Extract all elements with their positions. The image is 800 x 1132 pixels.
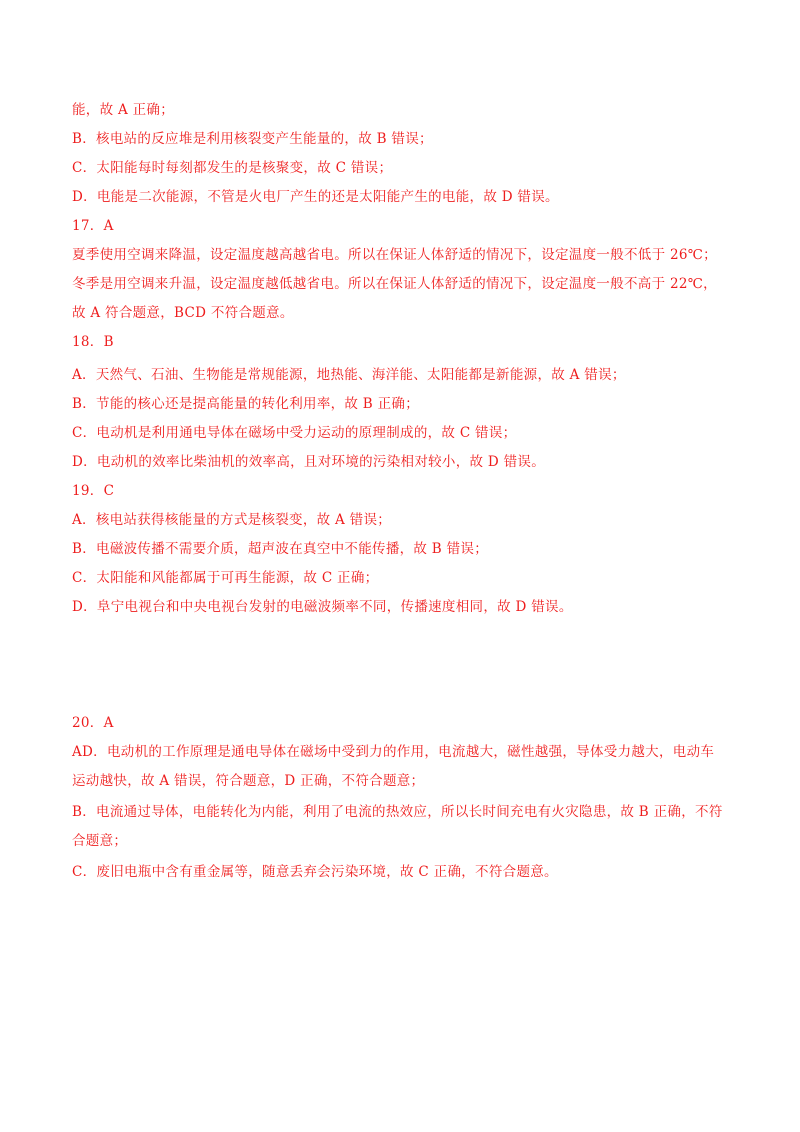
text-line: C．电动机是利用通电导体在磁场中受力运动的原理制成的，故 C 错误； [72, 425, 517, 441]
text-line: C．太阳能每时每刻都发生的是核聚变，故 C 错误； [72, 160, 393, 176]
text-line: B．电磁波传播不需要介质，超声波在真空中不能传播，故 B 错误； [72, 541, 489, 557]
question-number: 19．C [72, 483, 115, 499]
text-line: B．核电站的反应堆是利用核裂变产生能量的，故 B 错误； [72, 131, 433, 147]
text-line: A．天然气、石油、生物能是常规能源，地热能、海洋能、太阳能都是新能源，故 A 错误； [72, 367, 626, 383]
text-line: 冬季是用空调来升温，设定温度越低越省电。所以在保证人体舒适的情况下，设定温度一般不高于 22℃， [72, 276, 717, 292]
question-number: 18．B [72, 334, 114, 350]
text-line: D．电能是二次能源，不管是火电厂产生的还是太阳能产生的电能，故 D 错误。 [72, 189, 559, 205]
text-line: B．电流通过导体，电能转化为内能，利用了电流的热效应，所以长时间充电有火灾隐患，故 B 正确，不符 [72, 804, 723, 820]
text-line: 能，故 A 正确； [72, 102, 175, 118]
text-line: C．太阳能和风能都属于可再生能源，故 C 正确； [72, 570, 379, 586]
text-line: 合题意； [72, 833, 128, 849]
text-line: D．电动机的效率比柴油机的效率高，且对环境的污染相对较小，故 D 错误。 [72, 454, 546, 470]
text-line: 运动越快，故 A 错误，符合题意，D 正确，不符合题意； [72, 773, 425, 789]
text-line: AD．电动机的工作原理是通电导体在磁场中受到力的作用，电流越大，磁性越强，导体受力越大，电动车 [72, 744, 715, 760]
text-line: C．废旧电瓶中含有重金属等，随意丢弃会污染环境，故 C 正确，不符合题意。 [72, 864, 558, 880]
text-line: 夏季使用空调来降温，设定温度越高越省电。所以在保证人体舒适的情况下，设定温度一般不低于 26℃； [72, 247, 717, 263]
text-line: A．核电站获得核能量的方式是核裂变，故 A 错误； [72, 512, 392, 528]
text-line: B．节能的核心还是提高能量的转化利用率，故 B 正确； [72, 396, 420, 412]
text-line: D．阜宁电视台和中央电视台发射的电磁波频率不同，传播速度相同，故 D 错误。 [72, 599, 573, 615]
question-number: 20．A [72, 715, 114, 731]
question-number: 17．A [72, 218, 114, 234]
text-line: 故 A 符合题意，BCD 不符合题意。 [72, 305, 294, 321]
